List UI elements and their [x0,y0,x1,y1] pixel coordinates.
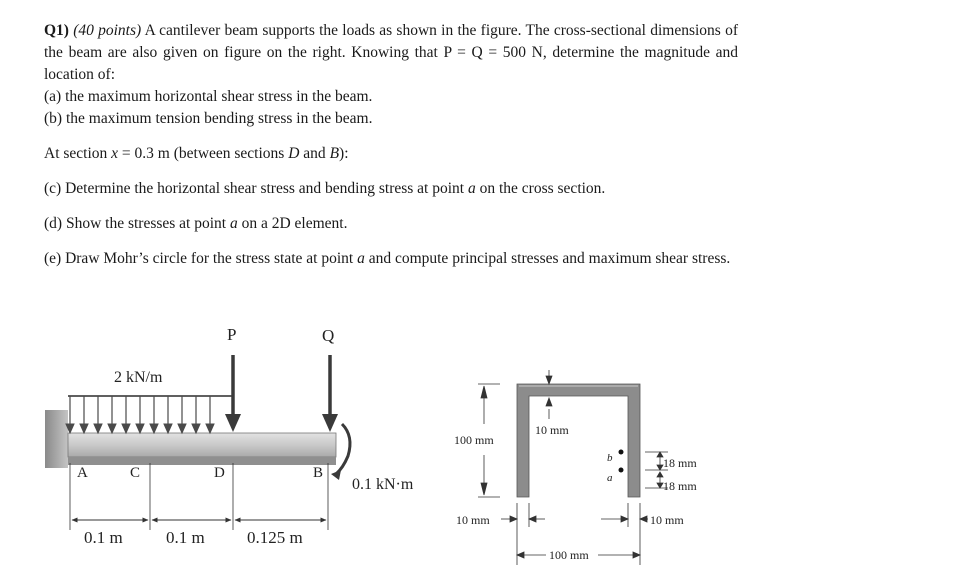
question-number: Q1) [44,22,69,39]
question-intro-text: A cantilever beam supports the loads as shown in the figure. The cross-sectional dimensions of the beam are also given on figure on the right. Knowing that P = Q = 500 N, determine the magnitude and location of: [44,22,738,83]
part-c-pre: (c) Determine the horizontal shear stress and bending stress at point [44,180,468,197]
web-right-label: 10 mm [650,513,684,527]
fixed-wall [45,410,68,468]
channel-section [517,384,640,497]
distributed-load-label: 2 kN/m [114,369,163,386]
section-and: and [299,145,330,162]
point-d-label: D [214,465,225,481]
point-b-marker [619,450,624,455]
load-p-arrow [225,355,241,432]
part-c [44,178,738,200]
beam-bottom-flange [68,457,336,465]
width-label: 100 mm [549,548,589,562]
figures [0,300,972,578]
part-e [44,248,738,270]
dim-label-3: 0.125 m [247,528,303,547]
part-c-var: a [467,180,476,197]
section-post: ): [339,145,349,162]
point-a-marker [619,468,624,473]
dim-label-1: 0.1 m [84,528,123,547]
point-b-label: B [313,465,324,481]
load-p-label: P [227,325,237,344]
dim-upper-label: 18 mm [663,456,697,470]
point-b-small-label: b [607,452,613,464]
section-d: D [288,145,300,162]
problem-statement [44,20,738,270]
beam-body [68,433,336,457]
part-d-var: a [229,215,238,232]
problem-intro [44,20,738,86]
point-a-small-label: a [607,472,613,484]
cross-section-figure [454,370,697,565]
flange-label: 10 mm [535,423,569,437]
section-b: B [329,145,340,162]
point-c-label: C [130,465,141,481]
section-pre: At section [44,145,112,162]
part-a: (a) the maximum horizontal shear stress in the beam. [44,88,373,105]
question-points: (40 points) [73,22,142,39]
part-b: (b) the maximum tension bending stress in the beam. [44,110,373,127]
part-e-post: and compute principal stresses and maximum shear stress. [364,250,731,267]
dim-label-2: 0.1 m [166,528,205,547]
point-a-label: A [77,465,88,481]
height-label: 100 mm [454,433,494,447]
dim-lower-label: 18 mm [663,479,697,493]
part-d-post: on a 2D element. [237,215,348,232]
section-statement [44,143,738,165]
beam-figure [45,325,414,547]
part-e-var: a [357,250,365,267]
part-c-post: on the cross section. [475,180,606,197]
section-var: x [111,145,119,162]
part-d [44,213,738,235]
part-d-pre: (d) Show the stresses at point [44,215,230,232]
load-q-label: Q [322,326,335,345]
part-e-pre: (e) Draw Mohr’s circle for the stress state at point [44,250,358,267]
web-left-label: 10 mm [456,513,490,527]
load-q-arrow [322,355,338,432]
moment-label: 0.1 kN·m [352,476,414,493]
section-mid: = 0.3 m (between sections [118,145,289,162]
distributed-load [66,396,232,433]
